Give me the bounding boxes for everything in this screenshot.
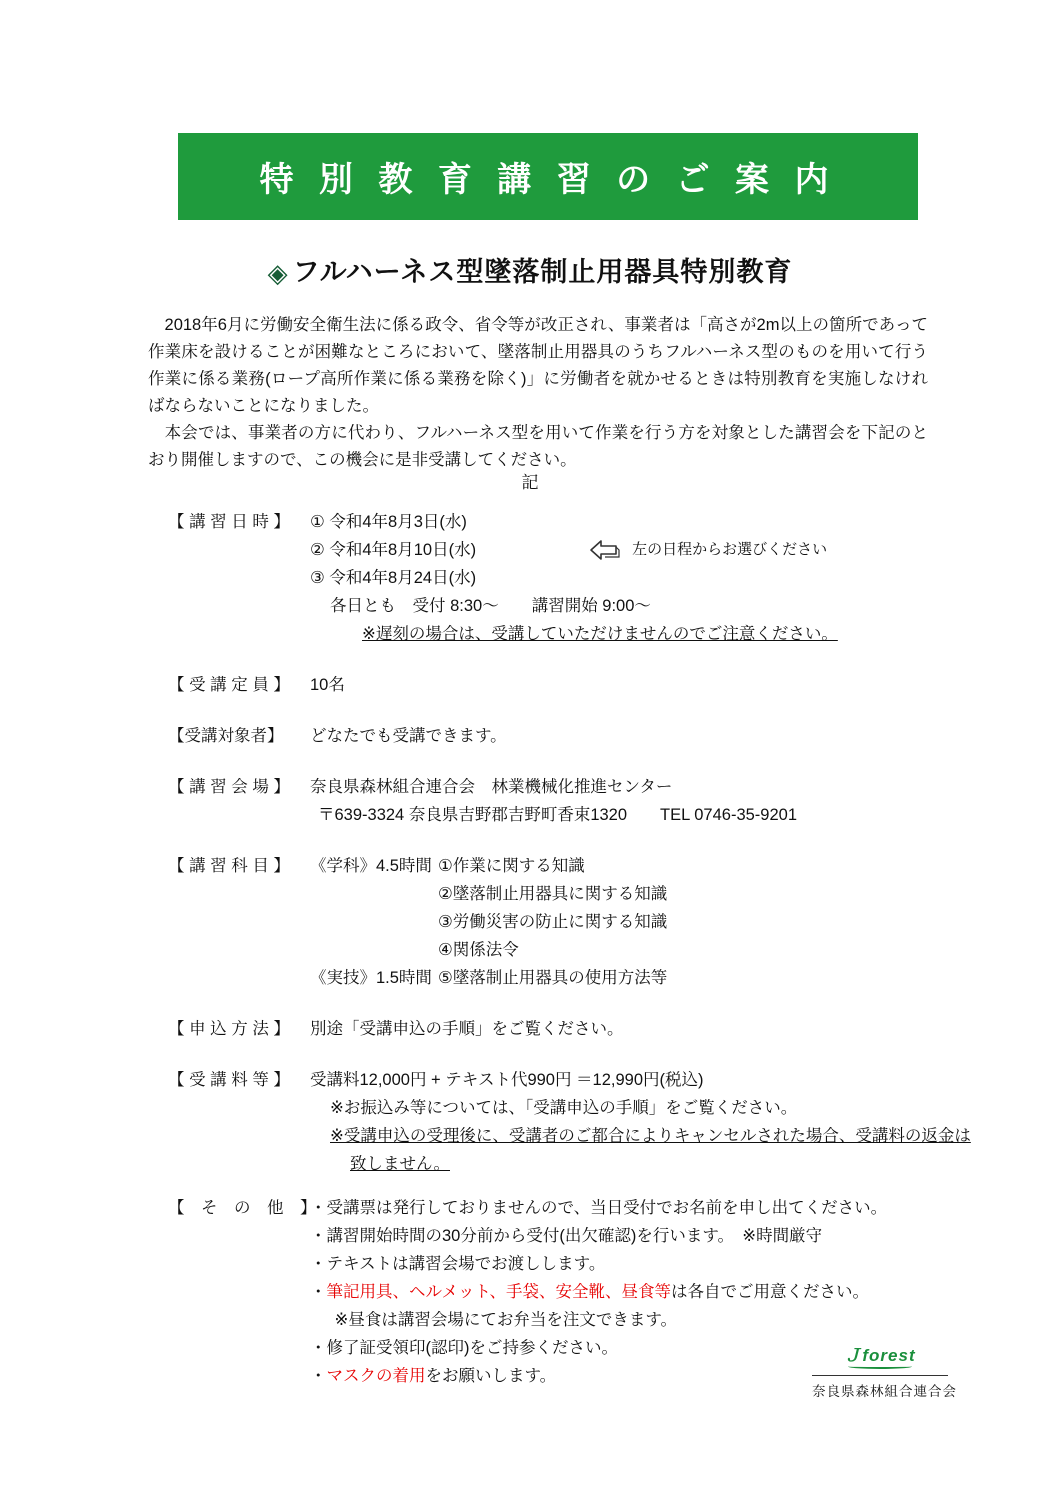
schedule-item-3: ③ 令和4年8月24日(水) [310, 569, 477, 587]
other-item-6: ・修了証受領印(認印)をご持参ください。 [310, 1339, 618, 1357]
section-subjects [168, 852, 978, 992]
document-subtitle [0, 250, 1060, 289]
schedule-item-1: ① 令和4年8月3日(水) [310, 513, 467, 531]
subtitle-text: フルハーネス型墜落制止用器具特別教育 [292, 257, 793, 287]
other-item-4-bullet: ・ [310, 1283, 327, 1301]
jitsugi-prefix: 《実技》1.5時間 [310, 969, 432, 987]
subjects-label: 【 講 習 科 目 】 [168, 857, 290, 875]
application-value: 別途「受講申込の手順」をご覧ください。 [310, 1020, 624, 1038]
fee-note-3: 致しません。 [350, 1155, 450, 1173]
banner-title: 特 別 教 育 講 習 の ご 案 内 [259, 161, 837, 199]
jforest-logo: Ｊforest [844, 1346, 916, 1365]
intro-section [148, 312, 928, 474]
section-capacity [168, 671, 978, 699]
section-application [168, 1015, 978, 1043]
subjects-gakka-row [310, 852, 978, 964]
other-item-7-bullet: ・ [310, 1367, 327, 1385]
venue-label: 【 講 習 会 場 】 [168, 778, 290, 796]
footer-divider [812, 1375, 948, 1376]
jitsugi-item-1: ⑤墜落制止用器具の使用方法等 [438, 969, 668, 987]
gakka-prefix: 《学科》4.5時間 [310, 857, 432, 875]
application-label: 【 申 込 方 法 】 [168, 1020, 290, 1038]
fee-label: 【 受 講 料 等 】 [168, 1071, 290, 1089]
logo-swoosh-icon [848, 1366, 912, 1369]
other-item-5: ※昼食は講習会場にてお弁当を注文できます。 [318, 1311, 678, 1329]
gakka-item-2: ②墜落制止用器具に関する知識 [438, 885, 668, 903]
organization-name: 奈良県森林組合連合会 [812, 1384, 957, 1399]
venue-address: 〒639-3324 奈良県吉野郡吉野町香束1320 TEL 0746-35-9201 [318, 806, 798, 824]
venue-name: 奈良県森林組合連合会 林業機械化推進センター [310, 778, 673, 796]
section-fee [168, 1066, 978, 1178]
other-item-4-red: 筆記用具、ヘルメット、手袋、安全靴、昼食等 [326, 1283, 672, 1301]
gakka-item-4: ④関係法令 [438, 941, 519, 959]
ki-marker: 記 [521, 473, 539, 492]
schedule-label: 【 講 習 日 時 】 [168, 513, 290, 531]
eligibility-value: どなたでも受講できます。 [310, 727, 507, 745]
other-item-2: ・講習開始時間の30分前から受付(出欠確認)を行います。 ※時間厳守 [310, 1227, 823, 1245]
capacity-value: 10名 [310, 676, 345, 694]
other-item-4 [310, 1278, 978, 1306]
schedule-item-2: ② 令和4年8月10日(水) [310, 541, 477, 559]
eligibility-label: 【受講対象者】 [168, 727, 284, 745]
schedule-time-note: 各日とも 受付 8:30〜 講習開始 9:00〜 [330, 597, 651, 615]
arrow-note-text: 左の日程からお選びください [632, 541, 828, 558]
schedule-warning: ※遅刻の場合は、受講していただけませんのでご注意ください。 [362, 625, 838, 643]
diamond-bullet-icon: ◈ [267, 258, 289, 288]
capacity-label: 【 受 講 定 員 】 [168, 676, 290, 694]
fee-amount: 受講料12,000円 + テキスト代990円 ＝12,990円(税込) [310, 1071, 704, 1089]
left-arrow-icon [588, 537, 622, 563]
other-item-4-rest: は各自でご用意ください。 [671, 1283, 870, 1301]
section-venue [168, 773, 978, 829]
other-item-7-rest: をお願いします。 [425, 1367, 557, 1385]
section-schedule [168, 508, 978, 648]
fee-note-1: ※お振込み等については、「受講申込の手順」をご覧ください。 [330, 1099, 798, 1117]
intro-paragraph-1: 2018年6月に労働安全衛生法に係る政令、省令等が改正され、事業者は「高さが2m以上の箇所であって作業床を設けることが困難なところにおいて、墜落制止用器具のうちフルハーネス型のものを用いて行う作業に係る業務(ロープ高所作業に係る業務を除く)」に労働者を就かせるときは特別教育を実施しなければならないことになりました。 [148, 316, 928, 415]
other-item-1: ・受講票は発行しておりませんので、当日受付でお名前を申し出てください。 [310, 1199, 888, 1217]
gakka-item-3: ③労働災害の防止に関する知識 [438, 913, 668, 931]
schedule-row-2 [310, 536, 978, 564]
gakka-item-1: ①作業に関する知識 [438, 857, 585, 875]
other-item-7-red: マスクの着用 [326, 1367, 426, 1385]
other-label: 【 そ の 他 】 [168, 1199, 317, 1217]
date-select-note [588, 536, 827, 564]
section-eligibility [168, 722, 978, 750]
subjects-jitsugi-row [310, 964, 978, 992]
intro-paragraph-2: 本会では、事業者の方に代わり、フルハーネス型を用いて作業を行う方を対象とした講習会を下記のとおり開催しますので、この機会に是非受講してください。 [148, 424, 928, 469]
fee-note-2: ※受講申込の受理後に、受講者のご都合によりキャンセルされた場合、受講料の返金は [330, 1127, 971, 1145]
title-banner [178, 133, 918, 220]
footer [812, 1346, 957, 1400]
detail-sections [168, 508, 978, 1413]
other-item-3: ・テキストは講習会場でお渡しします。 [310, 1255, 606, 1273]
